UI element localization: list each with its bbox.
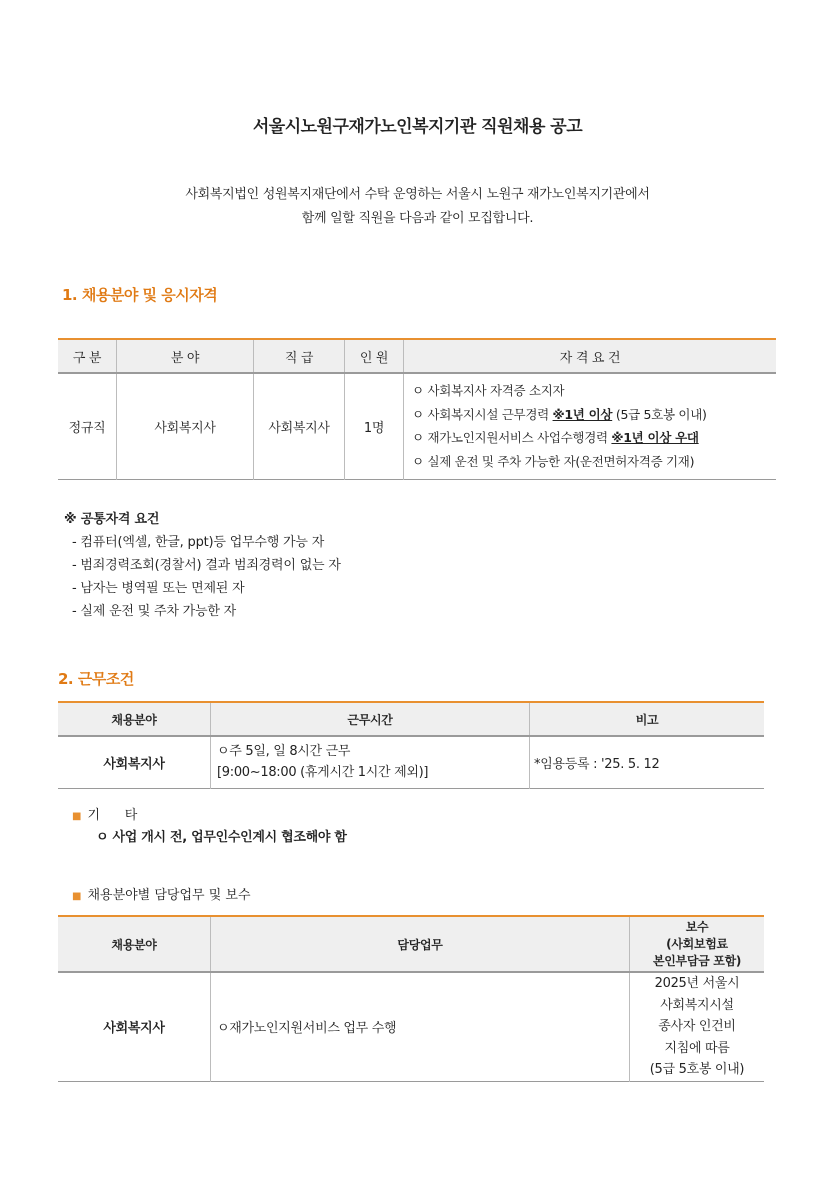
header-field: 채용분야: [58, 702, 211, 736]
cell-type: 정규직: [58, 373, 117, 479]
qual-item: ㅇ 사회복지사 자격증 소지자: [412, 383, 565, 399]
qual-item: ㅇ 재가노인지원서비스 사업수행경력 ※1년 이상 우대: [412, 430, 699, 446]
list-item: - 범죄경력조회(경찰서) 결과 범죄경력이 없는 자: [72, 558, 341, 573]
cell-count: 1명: [345, 373, 404, 479]
header-time: 근무시간: [211, 702, 530, 736]
work-time-line-1: ㅇ주 5일, 일 8시간 근무: [217, 744, 351, 760]
etc-item: ㅇ 사업 개시 전, 업무인수인계시 협조해야 함: [96, 830, 347, 845]
cell-field: 사회복지사: [58, 972, 211, 1081]
cell-quals: [404, 373, 777, 479]
section-2-heading: 2. 근무조건: [58, 670, 134, 688]
list-item: - 실제 운전 및 주차 가능한 자: [72, 604, 237, 619]
cell-pay: 2025년 서울시 사회복지시설 종사자 인건비 지침에 따름 (5급 5호봉 이내): [630, 972, 765, 1081]
square-bullet-icon: ■: [72, 891, 82, 902]
header-field: 채용분야: [58, 916, 211, 972]
common-requirements-list: [72, 531, 341, 623]
header-type: 구 분: [58, 339, 117, 373]
table-row: [58, 373, 776, 479]
table-row: [58, 736, 764, 788]
qual-emphasis: ※1년 이상 우대: [611, 430, 699, 446]
section-1-heading: 1. 채용분야 및 응시자격: [62, 286, 218, 304]
duties-label: ■ 채용분야별 담당업무 및 보수: [72, 888, 251, 903]
header-note: 비고: [530, 702, 765, 736]
header-pay: 보수 (사회보험료 본인부담금 포함): [630, 916, 765, 972]
qualification-table: [58, 338, 776, 480]
intro-line-1: 사회복지법인 성원복지재단에서 수탁 운영하는 서울시 노원구 재가노인복지기관에서: [185, 187, 650, 202]
header-quals: 자 격 요 건: [404, 339, 777, 373]
duties-table: [58, 915, 764, 1082]
square-bullet-icon: ■: [72, 811, 82, 822]
cell-rank: 사회복지사: [254, 373, 345, 479]
cell-note: *임용등록 : '25. 5. 12: [530, 736, 765, 788]
cell-time: [211, 736, 530, 788]
header-count: 인 원: [345, 339, 404, 373]
etc-label: ■ 기 타: [72, 808, 138, 823]
header-field: 분 야: [117, 339, 254, 373]
cell-field: 사회복지사: [58, 736, 211, 788]
table-row: [58, 972, 764, 1081]
list-item: - 컴퓨터(엑셀, 한글, ppt)등 업무수행 가능 자: [72, 535, 325, 550]
cell-field: 사회복지사: [117, 373, 254, 479]
work-time-line-2: [9:00~18:00 (휴게시간 1시간 제외)]: [217, 765, 429, 781]
cell-task: ㅇ재가노인지원서비스 업무 수행: [211, 972, 630, 1081]
qual-item: ㅇ 사회복지시설 근무경력 ※1년 이상 (5급 5호봉 이내): [412, 406, 707, 422]
qual-item: ㅇ 실제 운전 및 주차 가능한 자(운전면허자격증 기재): [412, 453, 695, 469]
qual-emphasis: ※1년 이상: [552, 406, 613, 422]
header-task: 담당업무: [211, 916, 630, 972]
work-conditions-table: [58, 701, 764, 789]
page-title: 서울시노원구재가노인복지기관 직원채용 공고: [252, 117, 583, 137]
intro-text: [0, 183, 835, 231]
common-requirements-heading: ※ 공통자격 요건: [64, 512, 160, 527]
list-item: - 남자는 병역필 또는 면제된 자: [72, 581, 245, 596]
intro-line-2: 함께 일할 직원을 다음과 같이 모집합니다.: [301, 211, 534, 226]
header-rank: 직 급: [254, 339, 345, 373]
